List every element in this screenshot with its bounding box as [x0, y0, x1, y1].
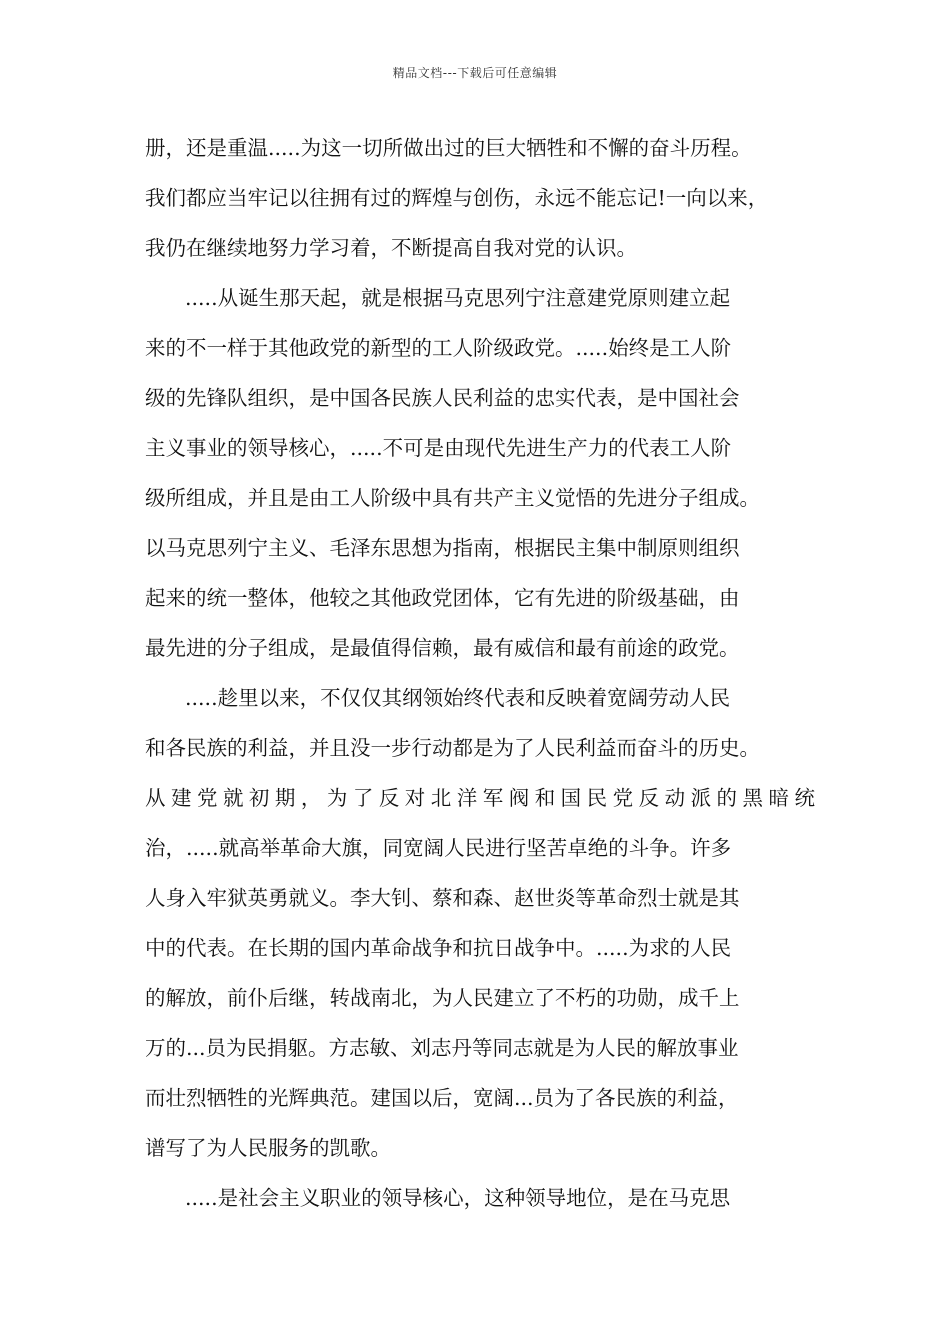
body-text	[145, 123, 815, 1223]
text-line: 而壮烈牺牲的光辉典范。建国以后，宽阔...员为了各民族的利益，	[145, 1086, 739, 1110]
text-line: 治，.....就高举革命大旗，同宽阔人民进行坚苦卓绝的斗争。许多	[145, 836, 732, 860]
text-line: 起来的统一整体，他较之其他政党团体，它有先进的阶级基础，由	[145, 586, 740, 610]
text-line: 我仍在继续地努力学习着，不断提高自我对党的认识。	[145, 236, 637, 260]
text-line: 主义事业的领导核心，.....不可是由现代先进生产力的代表工人阶	[145, 436, 732, 460]
text-line: 级所组成，并且是由工人阶级中具有共产主义觉悟的先进分子组成。	[145, 486, 760, 510]
text-line: 级的先锋队组织，是中国各民族人民利益的忠实代表，是中国社会	[145, 386, 740, 410]
text-line: 人身入牢狱英勇就义。李大钊、蔡和森、赵世炎等革命烈士就是其	[145, 886, 740, 910]
paragraph-start-line: .....趁里以来，不仅仅其纲领始终代表和反映着宽阔劳动人民	[185, 686, 731, 710]
text-line: 万的...员为民捐躯。方志敏、刘志丹等同志就是为人民的解放事业	[145, 1036, 739, 1060]
text-line: 册，还是重温.....为这一切所做出过的巨大牺牲和不懈的奋斗历程。	[145, 136, 752, 160]
text-line: 和各民族的利益，并且没一步行动都是为了人民利益而奋斗的历史。	[145, 736, 760, 760]
text-line: 谱写了为人民服务的凯歌。	[145, 1136, 391, 1160]
text-line: 中的代表。在长期的国内革命战争和抗日战争中。.....为求的人民	[145, 936, 732, 960]
text-line: 最先进的分子组成，是最值得信赖，最有威信和最有前途的政党。	[145, 636, 740, 660]
paragraph-start-line: .....从诞生那天起，就是根据马克思列宁注意建党原则建立起	[185, 286, 731, 310]
text-line: 以马克思列宁主义、毛泽东思想为指南，根据民主集中制原则组织	[145, 536, 740, 560]
text-line: 从建党就初期，为了反对北洋军阀和国民党反动派的黑暗统	[145, 786, 815, 810]
text-line: 的解放，前仆后继，转战南北，为人民建立了不朽的功勋，成千上	[145, 986, 740, 1010]
text-line: 我们都应当牢记以往拥有过的辉煌与创伤，永远不能忘记!一向以来，	[145, 186, 769, 210]
paragraph-start-line: .....是社会主义职业的领导核心，这种领导地位，是在马克思	[185, 1186, 731, 1210]
text-line: 来的不一样于其他政党的新型的工人阶级政党。.....始终是工人阶	[145, 336, 732, 360]
page-header: 精品文档---下载后可任意编辑	[392, 66, 558, 80]
